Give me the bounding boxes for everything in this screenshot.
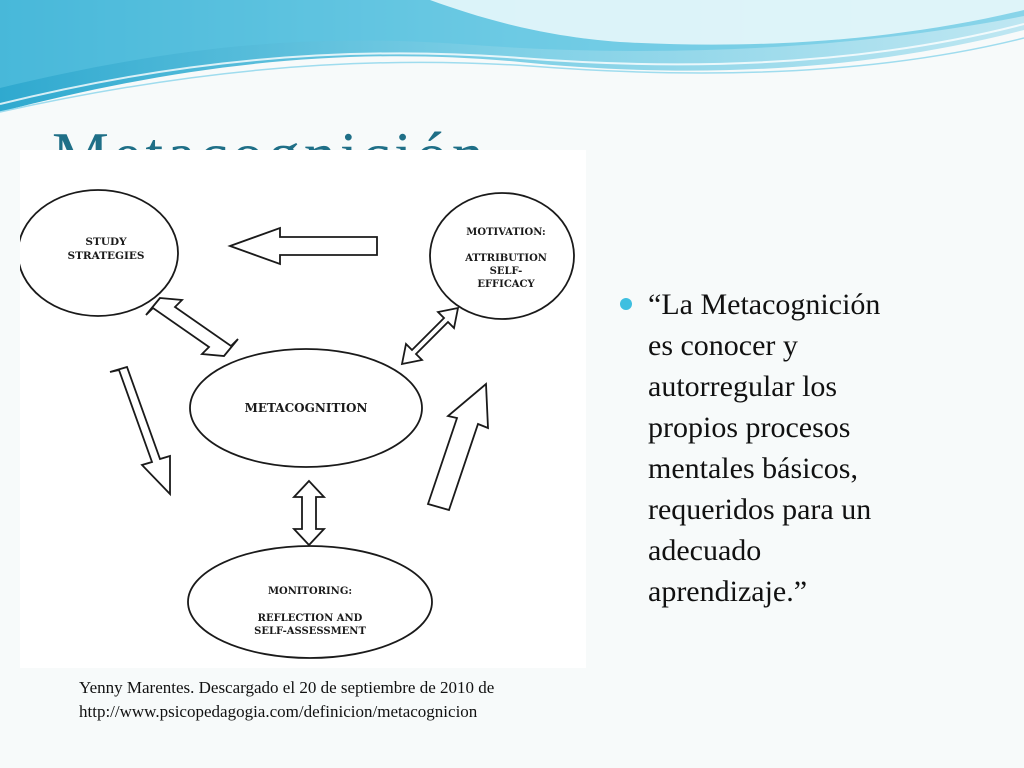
arrow-motivation-metacognition xyxy=(402,308,458,364)
motivation-label-line1: MOTIVATION: xyxy=(466,227,546,238)
metacognition-label: METACOGNITION xyxy=(244,401,368,415)
quote-line: mentales básicos, xyxy=(648,452,858,485)
quote-line: aprendizaje.” xyxy=(648,575,808,608)
motivation-label xyxy=(464,227,547,290)
caption-line-2: http://www.psicopedagogia.com/definicion/metacognicion xyxy=(79,702,478,721)
arrow-study-to-monitoring xyxy=(110,367,170,494)
metacognition-diagram xyxy=(20,150,586,668)
motivation-label-line4: EFFICACY xyxy=(477,279,535,290)
monitoring-label xyxy=(254,586,366,637)
arrow-metacognition-monitoring xyxy=(294,481,324,545)
quote-line: autorregular los xyxy=(648,370,838,403)
quote-line: es conocer y xyxy=(648,329,798,362)
arrow-motivation-to-study xyxy=(230,228,377,264)
quote-line: requeridos para un xyxy=(648,493,872,526)
monitoring-label-line1: MONITORING: xyxy=(267,586,353,597)
motivation-label-line2: ATTRIBUTION xyxy=(465,253,547,264)
quote-line: propios procesos xyxy=(648,411,851,444)
quote-text xyxy=(648,284,950,612)
source-caption xyxy=(79,676,494,724)
quote-line: “La Metacognición xyxy=(648,288,881,321)
motivation-label-line3: SELF- xyxy=(489,266,523,277)
study-strategies-label xyxy=(68,236,145,262)
study-label-line2: STRATEGIES xyxy=(67,250,145,262)
circle-bullet-icon xyxy=(620,298,632,310)
definition-quote xyxy=(620,284,950,612)
arrow-monitoring-to-motivation xyxy=(428,384,488,510)
quote-line: adecuado xyxy=(648,534,762,567)
study-label-line1: STUDY xyxy=(85,236,127,248)
caption-line-1: Yenny Marentes. Descargado el 20 de septiembre de 2010 de xyxy=(79,678,495,697)
monitoring-label-line3: SELF-ASSESSMENT xyxy=(254,626,366,637)
monitoring-label-line2: REFLECTION AND xyxy=(257,613,363,624)
monitoring-node xyxy=(188,546,432,658)
header-wave-decoration xyxy=(0,0,1024,130)
arrow-study-metacognition xyxy=(146,298,238,356)
